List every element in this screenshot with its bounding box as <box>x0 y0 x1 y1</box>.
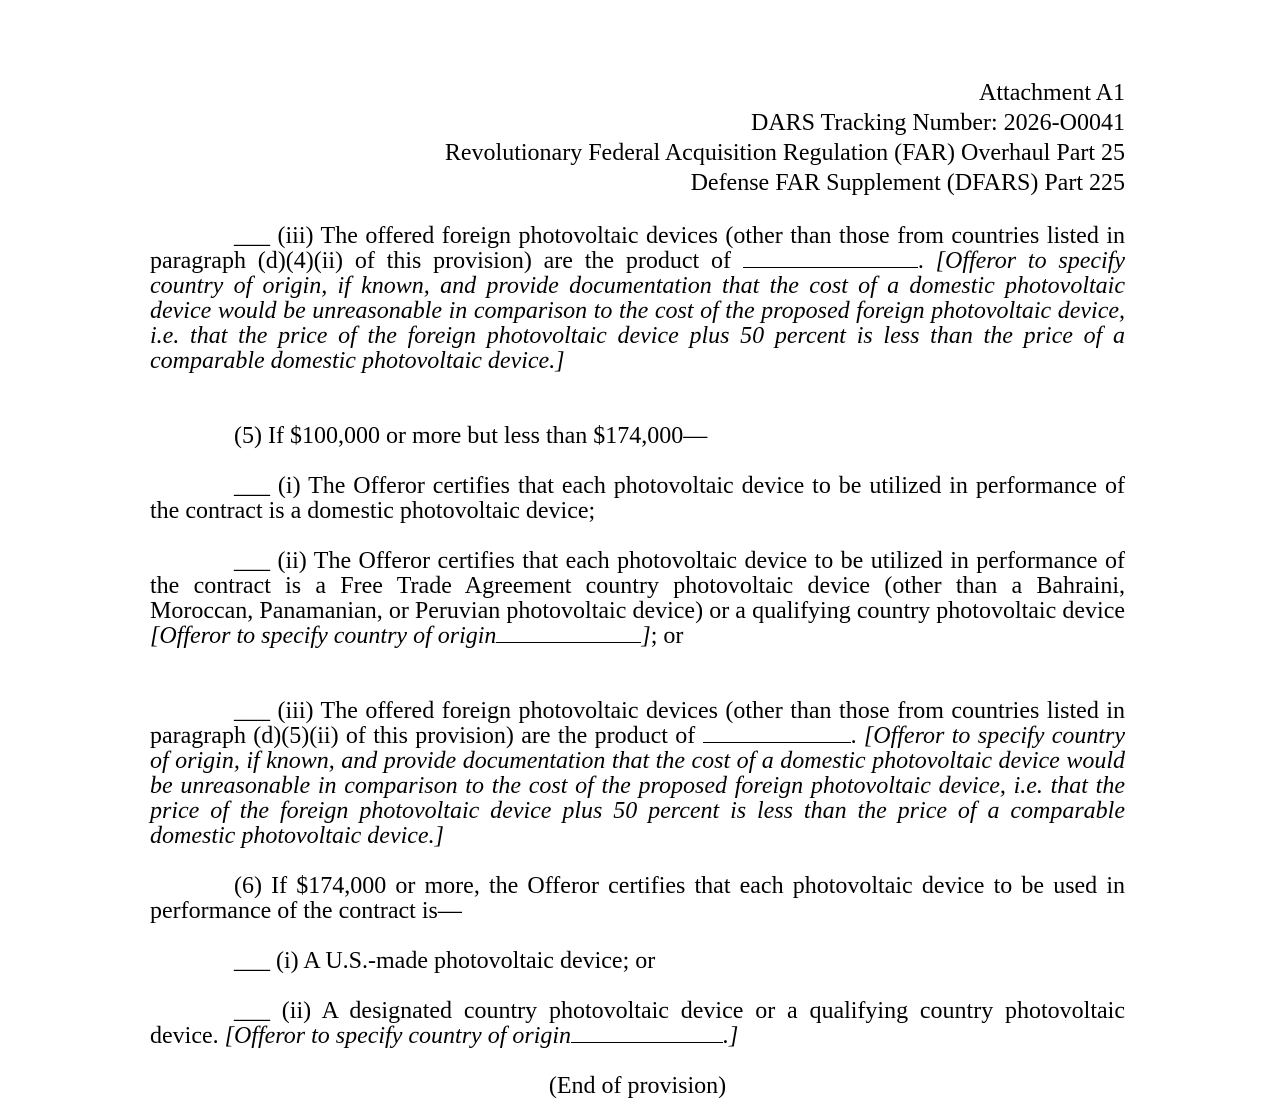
punctuation: . <box>850 723 864 749</box>
paragraph-6-i <box>150 949 1125 974</box>
paragraph-5-iii <box>150 699 1125 849</box>
paragraph-4-iii <box>150 224 1125 374</box>
paragraph-text: (ii) The Offeror certifies that each photovoltaic device to be utilized in performance of the contract is a Free Trade Agreement country photovoltaic device (other than a Bahraini, Moroccan, Panamanian, or Peruvian photovoltaic device) or a qualifying country photovoltaic device <box>150 548 1125 624</box>
bracket-close: .] <box>723 1023 739 1049</box>
checkbox-blank[interactable]: ___ <box>234 548 270 574</box>
document-header <box>150 78 1125 198</box>
paragraph-5 <box>150 424 1125 449</box>
checkbox-blank[interactable]: ___ <box>234 998 270 1024</box>
punctuation: . <box>917 248 936 274</box>
paragraph-text: (ii) A designated country photovoltaic device or a qualifying country photovoltaic device. <box>150 998 1125 1049</box>
checkbox-blank[interactable]: ___ <box>234 948 270 974</box>
tracking-number: DARS Tracking Number: 2026-O0041 <box>750 110 1125 136</box>
paragraph-text: (i) A U.S.-made photovoltaic device; or <box>270 948 656 974</box>
checkbox-blank[interactable]: ___ <box>234 698 270 724</box>
paragraph-5-ii <box>150 549 1125 649</box>
paragraph-text: (i) The Offeror certifies that each photovoltaic device to be utilized in performance of the contract is a domestic photovoltaic device; <box>150 473 1125 524</box>
paragraph-text: (5) If $100,000 or more but less than $174,000— <box>234 423 708 449</box>
end-of-provision: (End of provision) <box>548 1073 727 1099</box>
paragraph-tail: ; or <box>650 623 684 649</box>
paragraph-5-i <box>150 474 1125 524</box>
offeror-instruction: [Offeror to specify country of origin, if known, and provide documentation that the cost of a domestic photovoltaic device would be unreasonable in comparison to the cost of the proposed foreign photovoltaic device, i.e. that the price of the foreign photovoltaic device plus 50 percent is less than the price of a comparable domestic photovoltaic device.] <box>150 248 1126 374</box>
checkbox-blank[interactable]: ___ <box>234 473 270 499</box>
paragraph-6 <box>150 874 1125 924</box>
paragraph-text: (iii) The offered foreign photovoltaic devices (other than those from countries listed in paragraph (d)(4)(ii) of this provision) are the product of <box>150 223 1125 274</box>
country-fill-blank[interactable] <box>703 724 851 743</box>
offeror-instruction: [Offeror to specify country of origin, if known, and provide documentation that the cost of a domestic photovoltaic device would be unreasonable in comparison to the cost of the proposed foreign photovoltaic device, i.e. that the price of the foreign photovoltaic device plus 50 percent is less than the price of a comparable domestic photovoltaic device.] <box>150 723 1126 849</box>
dfars-part-title: Defense FAR Supplement (DFARS) Part 225 <box>690 170 1125 196</box>
far-part-title: Revolutionary Federal Acquisition Regulation (FAR) Overhaul Part 25 <box>444 140 1125 166</box>
country-fill-blank[interactable] <box>743 249 918 268</box>
bracket-close: ] <box>641 623 651 649</box>
country-fill-blank[interactable] <box>571 1024 723 1043</box>
paragraph-text: (6) If $174,000 or more, the Offeror certifies that each photovoltaic device to be used in performance of the contract is— <box>150 873 1125 924</box>
checkbox-blank[interactable]: ___ <box>234 223 270 249</box>
paragraph-6-ii <box>150 999 1125 1049</box>
attachment-label: Attachment A1 <box>979 80 1125 106</box>
country-fill-blank[interactable] <box>496 624 641 643</box>
offeror-instruction: [Offeror to specify country of origin <box>224 1023 572 1049</box>
paragraph-text: (iii) The offered foreign photovoltaic devices (other than those from countries listed in paragraph (d)(5)(ii) of this provision) are the product of <box>150 698 1125 749</box>
offeror-instruction: [Offeror to specify country of origin <box>150 623 497 649</box>
